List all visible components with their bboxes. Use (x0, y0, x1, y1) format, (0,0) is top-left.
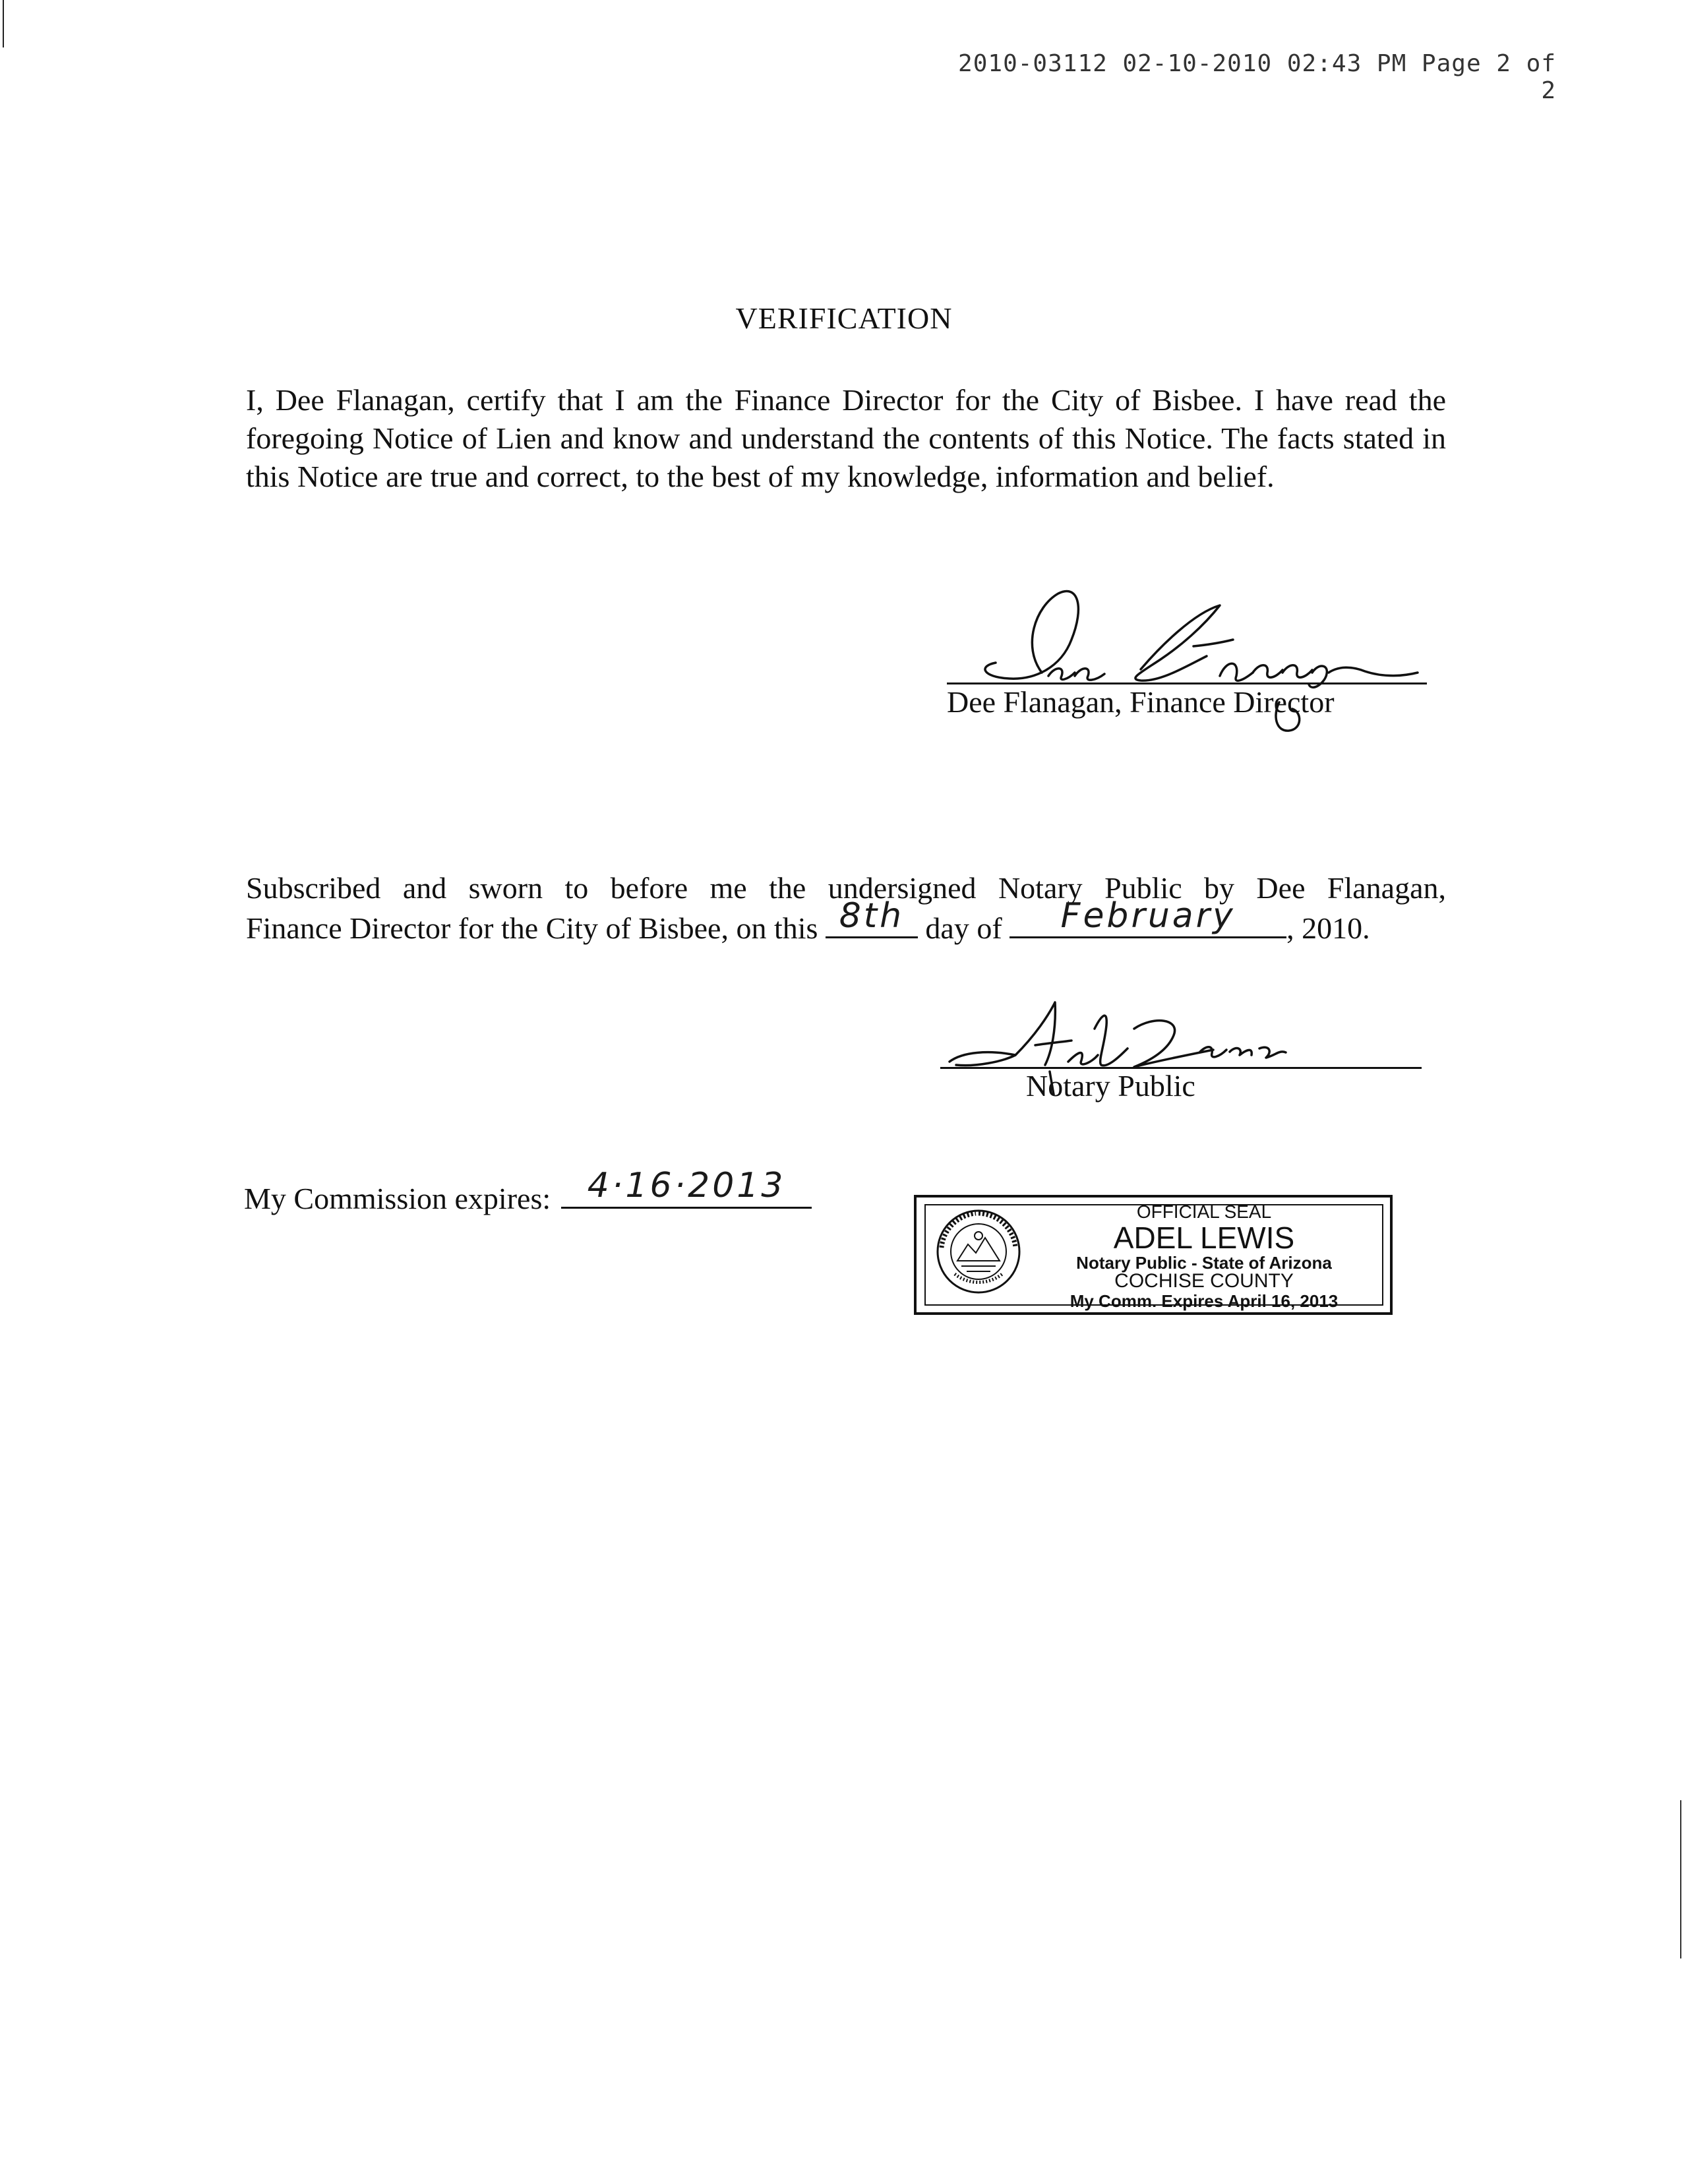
seal-official-label: OFFICIAL SEAL (1136, 1201, 1272, 1222)
scan-edge-mark (3, 0, 4, 47)
commission-date-handwritten: 4·16·2013 (587, 1166, 786, 1205)
seal-county: COCHISE COUNTY (1114, 1270, 1294, 1292)
finance-director-signature (943, 567, 1431, 765)
notary-line-suffix: , 2010. (1286, 911, 1370, 945)
seal-notary-name: ADEL LEWIS (1113, 1221, 1295, 1255)
commission-expires (244, 1166, 812, 1216)
page-title: VERIFICATION (735, 301, 953, 335)
notary-line-prefix: Finance Director for the City of Bisbee, on this (246, 911, 818, 945)
seal-expiration: My Comm. Expires April 16, 2013 (1070, 1291, 1339, 1311)
seal-text (1022, 1203, 1386, 1310)
commission-label: My Commission expires: (244, 1182, 551, 1215)
state-seal-icon (935, 1208, 1022, 1295)
commission-date-field (561, 1166, 812, 1209)
seal-notary-state: Notary Public - State of Arizona (1076, 1253, 1332, 1273)
scan-edge-mark (1680, 1800, 1681, 1958)
month-field (1010, 896, 1286, 938)
notary-line-middle: day of (925, 911, 1002, 945)
notary-statement (246, 869, 1446, 948)
signature-caption: Dee Flanagan, Finance Director (947, 685, 1335, 719)
verification-paragraph: I, Dee Flanagan, certify that I am the Finance Director for the City of Bisbee. I have read the foregoing Notice of Lien and know and understand the contents of this Notice. The facts stated in this Notice are true and correct, to the best of my knowledge, information and belief. (246, 383, 1446, 493)
notary-statement-line-1: Subscribed and sworn to before me the undersigned Notary Public by Dee Flanagan, (246, 871, 1446, 905)
official-seal-stamp (914, 1195, 1393, 1315)
fax-header: 2010-03112 02-10-2010 02:43 PM Page 2 of 2 (958, 50, 1556, 104)
day-handwritten: 8th (839, 896, 905, 936)
signature-caption: Notary Public (1026, 1069, 1195, 1103)
month-handwritten: February (1060, 896, 1236, 936)
notary-statement-line-2 (246, 896, 1446, 948)
day-field (826, 896, 918, 938)
